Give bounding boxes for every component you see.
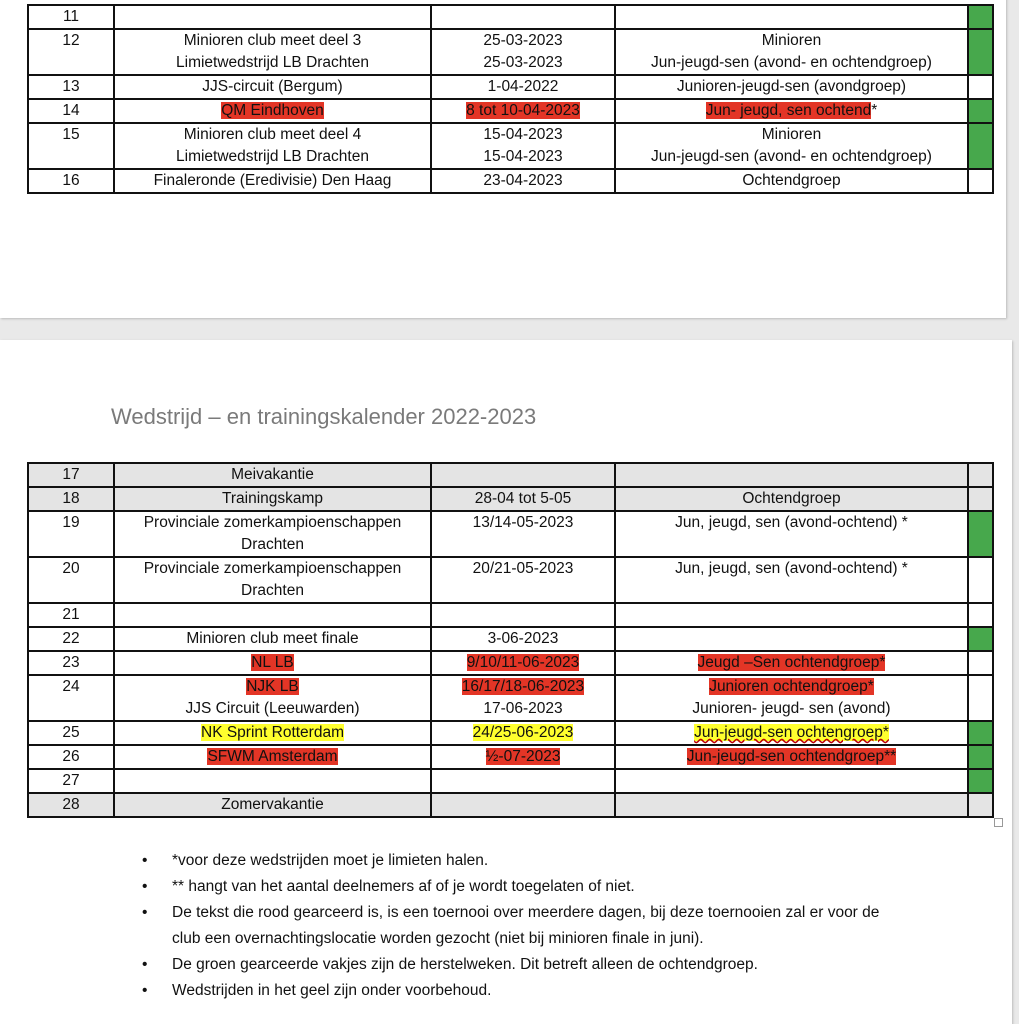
group-line bbox=[618, 170, 965, 192]
note-text: De groen gearceerde vakjes zijn de herstelweken. Dit betreft alleen de ochtendgroep. bbox=[172, 956, 758, 973]
date-cell bbox=[431, 769, 615, 793]
group-text: Jun-jeugd-sen (avond- en ochtendgroep) bbox=[651, 54, 932, 71]
date-line bbox=[434, 722, 612, 744]
note-text: Wedstrijden in het geel zijn onder voorbehoud. bbox=[172, 982, 492, 999]
marker-cell bbox=[968, 603, 993, 627]
group-text: Ochtendgroep bbox=[742, 490, 841, 507]
event-line bbox=[117, 76, 428, 98]
recovery-week-marker bbox=[968, 99, 993, 123]
event-text: JJS-circuit (Bergum) bbox=[202, 78, 343, 95]
date-line bbox=[434, 746, 612, 768]
group-line bbox=[618, 30, 965, 52]
note-item bbox=[142, 978, 908, 1004]
week-number-cell: 18 bbox=[28, 487, 114, 511]
event-text: Minioren club meet deel 4 bbox=[183, 126, 362, 143]
group-cell bbox=[615, 603, 968, 627]
group-cell bbox=[615, 463, 968, 487]
note-item bbox=[142, 874, 908, 900]
marker-cell bbox=[968, 75, 993, 99]
schedule-table-body bbox=[28, 463, 993, 817]
table-row bbox=[28, 557, 993, 603]
week-number-cell: 24 bbox=[28, 675, 114, 721]
event-line bbox=[117, 512, 428, 534]
event-text: Limietwedstrijd LB Drachten bbox=[176, 54, 369, 71]
group-cell bbox=[615, 627, 968, 651]
date-cell bbox=[431, 603, 615, 627]
event-text: Provinciale zomerkampioenschappen bbox=[143, 514, 402, 531]
recovery-week-marker bbox=[968, 627, 993, 651]
group-text: Jun, jeugd, sen (avond-ochtend) * bbox=[675, 560, 908, 577]
event-text: Meivakantie bbox=[231, 466, 314, 483]
schedule-table-part-1 bbox=[27, 4, 994, 194]
event-cell bbox=[114, 75, 431, 99]
group-cell bbox=[615, 75, 968, 99]
event-cell bbox=[114, 603, 431, 627]
group-line bbox=[618, 558, 965, 580]
date-cell bbox=[431, 721, 615, 745]
date-text: 13/14-05-2023 bbox=[472, 514, 574, 531]
week-number-cell: 23 bbox=[28, 651, 114, 675]
week-number-cell: 17 bbox=[28, 463, 114, 487]
date-line bbox=[434, 676, 612, 698]
date-cell bbox=[431, 29, 615, 75]
date-text: 16/17/18-06-2023 bbox=[461, 678, 585, 695]
table-row bbox=[28, 5, 993, 29]
bullet-icon: • bbox=[142, 852, 148, 869]
date-text: 28-04 tot 5-05 bbox=[474, 490, 572, 507]
week-number-cell: 25 bbox=[28, 721, 114, 745]
group-text: Junioren-jeugd-sen (avondgroep) bbox=[676, 78, 907, 95]
event-line bbox=[117, 652, 428, 674]
event-line bbox=[117, 100, 428, 122]
recovery-week-marker bbox=[968, 123, 993, 169]
event-cell bbox=[114, 557, 431, 603]
bullet-icon: • bbox=[142, 904, 148, 921]
date-line bbox=[434, 124, 612, 146]
event-line bbox=[117, 558, 428, 580]
date-line bbox=[434, 100, 612, 122]
table-row bbox=[28, 511, 993, 557]
group-cell bbox=[615, 745, 968, 769]
date-cell bbox=[431, 793, 615, 817]
event-cell bbox=[114, 99, 431, 123]
date-text: 25-03-2023 bbox=[483, 32, 563, 49]
week-number-cell: 22 bbox=[28, 627, 114, 651]
group-cell bbox=[615, 99, 968, 123]
note-item bbox=[142, 848, 908, 874]
date-line bbox=[434, 698, 612, 720]
group-line bbox=[618, 52, 965, 74]
date-cell bbox=[431, 651, 615, 675]
table-row bbox=[28, 99, 993, 123]
group-cell bbox=[615, 769, 968, 793]
date-line bbox=[434, 488, 612, 510]
group-line bbox=[618, 722, 965, 744]
group-text: Jun-jeugd-sen ochtengroep* bbox=[694, 724, 889, 741]
group-line bbox=[618, 76, 965, 98]
date-text: 3-06-2023 bbox=[487, 630, 559, 647]
note-item bbox=[142, 900, 908, 952]
event-cell bbox=[114, 651, 431, 675]
marker-cell bbox=[968, 169, 993, 193]
recovery-week-marker bbox=[968, 511, 993, 557]
table-row bbox=[28, 29, 993, 75]
event-cell bbox=[114, 627, 431, 651]
date-line bbox=[434, 512, 612, 534]
event-cell bbox=[114, 675, 431, 721]
marker-cell bbox=[968, 557, 993, 603]
date-cell bbox=[431, 169, 615, 193]
group-cell bbox=[615, 511, 968, 557]
table-row bbox=[28, 75, 993, 99]
marker-cell bbox=[968, 463, 993, 487]
group-text: Junioren ochtendgroep* bbox=[709, 678, 874, 695]
date-cell bbox=[431, 463, 615, 487]
table-resize-handle[interactable] bbox=[994, 818, 1003, 827]
event-line bbox=[117, 52, 428, 74]
event-text: QM Eindhoven bbox=[221, 102, 324, 119]
date-cell bbox=[431, 5, 615, 29]
week-number-cell: 16 bbox=[28, 169, 114, 193]
group-cell bbox=[615, 651, 968, 675]
group-line bbox=[618, 512, 965, 534]
group-line bbox=[618, 488, 965, 510]
date-line bbox=[434, 652, 612, 674]
group-cell bbox=[615, 721, 968, 745]
event-line bbox=[117, 794, 428, 816]
group-cell bbox=[615, 675, 968, 721]
week-number-cell: 21 bbox=[28, 603, 114, 627]
date-cell bbox=[431, 557, 615, 603]
date-text: 23-04-2023 bbox=[483, 172, 563, 189]
week-number-cell: 15 bbox=[28, 123, 114, 169]
date-text: 8 tot 10-04-2023 bbox=[466, 102, 580, 119]
group-cell bbox=[615, 487, 968, 511]
event-cell bbox=[114, 721, 431, 745]
week-number-cell: 28 bbox=[28, 793, 114, 817]
date-text: 25-03-2023 bbox=[483, 54, 563, 71]
week-number-cell: 12 bbox=[28, 29, 114, 75]
date-line bbox=[434, 170, 612, 192]
note-text: *voor deze wedstrijden moet je limieten halen. bbox=[172, 852, 489, 869]
group-line bbox=[618, 124, 965, 146]
bullet-icon: • bbox=[142, 878, 148, 895]
group-line bbox=[618, 652, 965, 674]
group-text: Jun, jeugd, sen (avond-ochtend) * bbox=[675, 514, 908, 531]
event-text: Minioren club meet finale bbox=[186, 630, 359, 647]
event-line bbox=[117, 124, 428, 146]
recovery-week-marker bbox=[968, 769, 993, 793]
table-row bbox=[28, 487, 993, 511]
event-line bbox=[117, 464, 428, 486]
table-row bbox=[28, 627, 993, 651]
date-cell bbox=[431, 511, 615, 557]
marker-cell bbox=[968, 487, 993, 511]
date-text: ½-07-2023 bbox=[485, 748, 561, 765]
group-line bbox=[618, 146, 965, 168]
event-line bbox=[117, 746, 428, 768]
group-cell bbox=[615, 29, 968, 75]
table-row bbox=[28, 721, 993, 745]
date-text: 9/10/11-06-2023 bbox=[466, 654, 580, 671]
footnote-marker: * bbox=[871, 102, 878, 119]
date-text: 15-04-2023 bbox=[483, 126, 563, 143]
group-cell bbox=[615, 557, 968, 603]
date-cell bbox=[431, 75, 615, 99]
schedule-table-body bbox=[28, 5, 993, 193]
document-page-1 bbox=[0, 0, 1006, 318]
date-line bbox=[434, 558, 612, 580]
marker-cell bbox=[968, 651, 993, 675]
recovery-week-marker bbox=[968, 29, 993, 75]
date-cell bbox=[431, 123, 615, 169]
group-text: Ochtendgroep bbox=[742, 172, 841, 189]
recovery-week-marker bbox=[968, 721, 993, 745]
date-line bbox=[434, 30, 612, 52]
group-cell bbox=[615, 793, 968, 817]
event-text: NJK LB bbox=[246, 678, 299, 695]
event-text: JJS Circuit (Leeuwarden) bbox=[185, 700, 360, 717]
event-line bbox=[117, 30, 428, 52]
table-row bbox=[28, 745, 993, 769]
week-number-cell: 11 bbox=[28, 5, 114, 29]
note-text: ** hangt van het aantal deelnemers af of je wordt toegelaten of niet. bbox=[172, 878, 635, 895]
week-number-cell: 14 bbox=[28, 99, 114, 123]
event-line bbox=[117, 534, 428, 556]
group-text: Jun-jeugd-sen ochtendgroep** bbox=[686, 748, 897, 765]
marker-cell bbox=[968, 793, 993, 817]
event-text: Provinciale zomerkampioenschappen bbox=[143, 560, 402, 577]
event-line bbox=[117, 580, 428, 602]
event-cell bbox=[114, 511, 431, 557]
date-text: 24/25-06-2023 bbox=[472, 724, 574, 741]
group-text: Jun-jeugd-sen (avond- en ochtendgroep) bbox=[651, 148, 932, 165]
group-cell bbox=[615, 123, 968, 169]
week-number-cell: 26 bbox=[28, 745, 114, 769]
event-text: Zomervakantie bbox=[221, 796, 324, 813]
date-cell bbox=[431, 487, 615, 511]
group-text: Junioren- jeugd- sen (avond) bbox=[692, 700, 891, 717]
marker-cell bbox=[968, 675, 993, 721]
event-cell bbox=[114, 745, 431, 769]
group-line bbox=[618, 100, 965, 122]
date-line bbox=[434, 76, 612, 98]
date-text: 20/21-05-2023 bbox=[472, 560, 574, 577]
date-cell bbox=[431, 675, 615, 721]
event-text: Drachten bbox=[241, 536, 304, 553]
bullet-icon: • bbox=[142, 982, 148, 999]
event-text: Minioren club meet deel 3 bbox=[183, 32, 362, 49]
note-item bbox=[142, 952, 908, 978]
recovery-week-marker bbox=[968, 5, 993, 29]
table-row bbox=[28, 769, 993, 793]
event-text: Drachten bbox=[241, 582, 304, 599]
table-row bbox=[28, 463, 993, 487]
week-number-cell: 19 bbox=[28, 511, 114, 557]
group-line bbox=[618, 746, 965, 768]
event-text: NK Sprint Rotterdam bbox=[201, 724, 344, 741]
table-row bbox=[28, 675, 993, 721]
date-cell bbox=[431, 627, 615, 651]
group-text: Jun- jeugd, sen ochtend bbox=[705, 102, 872, 119]
bullet-icon: • bbox=[142, 956, 148, 973]
event-cell bbox=[114, 769, 431, 793]
group-line bbox=[618, 698, 965, 720]
event-cell bbox=[114, 487, 431, 511]
event-line bbox=[117, 676, 428, 698]
week-number-cell: 27 bbox=[28, 769, 114, 793]
event-text: Finaleronde (Eredivisie) Den Haag bbox=[153, 172, 392, 189]
group-text: Minioren bbox=[761, 126, 822, 143]
table-row bbox=[28, 793, 993, 817]
event-cell bbox=[114, 463, 431, 487]
event-line bbox=[117, 628, 428, 650]
recovery-week-marker bbox=[968, 745, 993, 769]
event-line bbox=[117, 170, 428, 192]
table-row bbox=[28, 169, 993, 193]
event-line bbox=[117, 722, 428, 744]
event-line bbox=[117, 698, 428, 720]
schedule-table-part-2 bbox=[27, 462, 994, 818]
event-text: SFWM Amsterdam bbox=[207, 748, 338, 765]
event-text: NL LB bbox=[251, 654, 294, 671]
table-row bbox=[28, 603, 993, 627]
group-cell bbox=[615, 169, 968, 193]
table-row bbox=[28, 651, 993, 675]
event-cell bbox=[114, 169, 431, 193]
event-cell bbox=[114, 793, 431, 817]
date-line bbox=[434, 146, 612, 168]
date-text: 15-04-2023 bbox=[483, 148, 563, 165]
table-row bbox=[28, 123, 993, 169]
date-cell bbox=[431, 99, 615, 123]
group-line bbox=[618, 676, 965, 698]
group-cell bbox=[615, 5, 968, 29]
event-line bbox=[117, 488, 428, 510]
event-text: Trainingskamp bbox=[221, 490, 324, 507]
event-text: Limietwedstrijd LB Drachten bbox=[176, 148, 369, 165]
calendar-title: Wedstrijd – en trainingskalender 2022-2023 bbox=[111, 404, 537, 429]
notes-list bbox=[142, 848, 908, 1004]
event-cell bbox=[114, 5, 431, 29]
note-text: De tekst die rood gearceerd is, is een toernooi over meerdere dagen, bij deze toernooien zal er voor de club een overnachtingslocatie worden gezocht (niet bij minioren finale in juni). bbox=[172, 904, 880, 947]
event-cell bbox=[114, 29, 431, 75]
group-text: Minioren bbox=[761, 32, 822, 49]
date-cell bbox=[431, 745, 615, 769]
group-text: Jeugd –Sen ochtendgroep* bbox=[697, 654, 886, 671]
date-line bbox=[434, 52, 612, 74]
week-number-cell: 20 bbox=[28, 557, 114, 603]
date-line bbox=[434, 628, 612, 650]
event-cell bbox=[114, 123, 431, 169]
date-text: 1-04-2022 bbox=[487, 78, 559, 95]
week-number-cell: 13 bbox=[28, 75, 114, 99]
event-line bbox=[117, 146, 428, 168]
document-page-2 bbox=[0, 340, 1012, 1024]
date-text: 17-06-2023 bbox=[483, 700, 563, 717]
